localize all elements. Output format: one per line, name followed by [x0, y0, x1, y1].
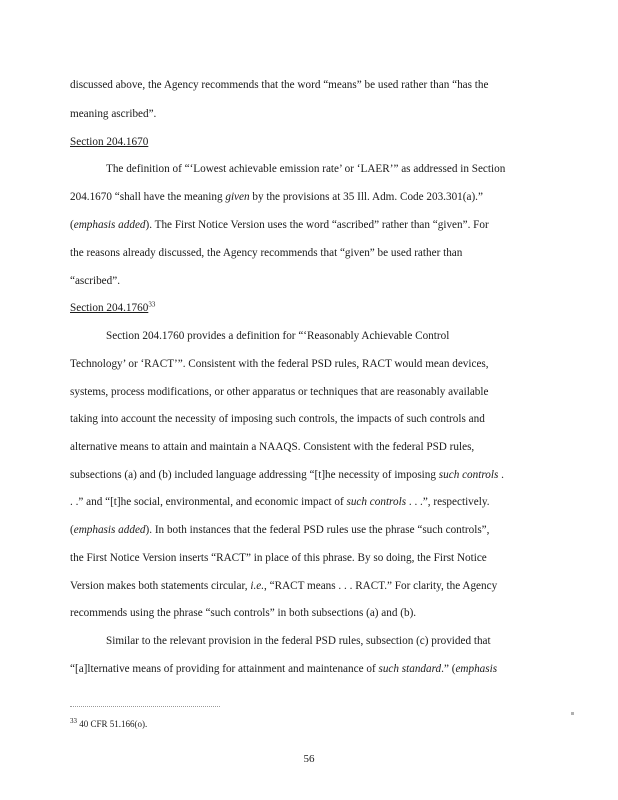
footnote: $^{33}$ 40 CFR 51.166(o).: [70, 717, 148, 729]
text-line: the First Notice Version inserts “RACT” in place of this phrase. By so doing, the First Notice: [70, 552, 487, 564]
text-line: “ascribed”.: [70, 275, 120, 287]
section-heading-1760: Section 204.1760$^{33}$: [70, 301, 156, 314]
section-heading-1670: Section 204.1670: [70, 136, 149, 148]
scan-speck: [571, 712, 574, 715]
text-line: Section 204.1760 provides a definition for “‘Reasonably Achievable Control: [106, 330, 450, 342]
text-line: subsections (a) and (b) included language addressing “[t]he necessity of imposing such controls .: [70, 469, 504, 481]
text-line: “[a]lternative means of providing for attainment and maintenance of such standard.” (emphasis: [70, 663, 498, 675]
footnote-divider: [70, 706, 220, 707]
text-line: alternative means to attain and maintain a NAAQS. Consistent with the federal PSD rules,: [70, 441, 475, 453]
text-line: (emphasis added). In both instances that the federal PSD rules use the phrase “such controls”,: [70, 524, 490, 536]
text-line: systems, process modifications, or other apparatus or techniques that are reasonably available: [70, 386, 489, 398]
text-line: discussed above, the Agency recommends that the word “means” be used rather than “has the: [70, 79, 489, 91]
text-line: taking into account the necessity of imposing such controls, the impacts of such controls and: [70, 413, 485, 425]
page-number: 56: [303, 753, 315, 765]
text-line: the reasons already discussed, the Agency recommends that “given” be used rather than: [70, 247, 463, 259]
text-line: meaning ascribed”.: [70, 108, 157, 120]
text-line: Similar to the relevant provision in the federal PSD rules, subsection (c) provided that: [106, 635, 491, 647]
text-line: . .” and “[t]he social, environmental, and economic impact of such controls . . .”, respectively.: [70, 496, 490, 508]
text-line: 204.1670 “shall have the meaning given by the provisions at 35 Ill. Adm. Code 203.301(a).”: [70, 191, 483, 203]
text-line: Version makes both statements circular, i.e., “RACT means . . . RACT.” For clarity, the Agency: [70, 580, 498, 592]
text-line: Technology’ or ‘RACT’”. Consistent with the federal PSD rules, RACT would mean devices,: [70, 358, 489, 370]
footnote-ref: 33: [148, 301, 156, 309]
text-line: The definition of “‘Lowest achievable emission rate’ or ‘LAER’” as addressed in Section: [106, 163, 506, 175]
text-line: (emphasis added). The First Notice Version uses the word “ascribed” rather than “given”. For: [70, 219, 489, 231]
text-line: recommends using the phrase “such controls” in both subsections (a) and (b).: [70, 607, 417, 619]
